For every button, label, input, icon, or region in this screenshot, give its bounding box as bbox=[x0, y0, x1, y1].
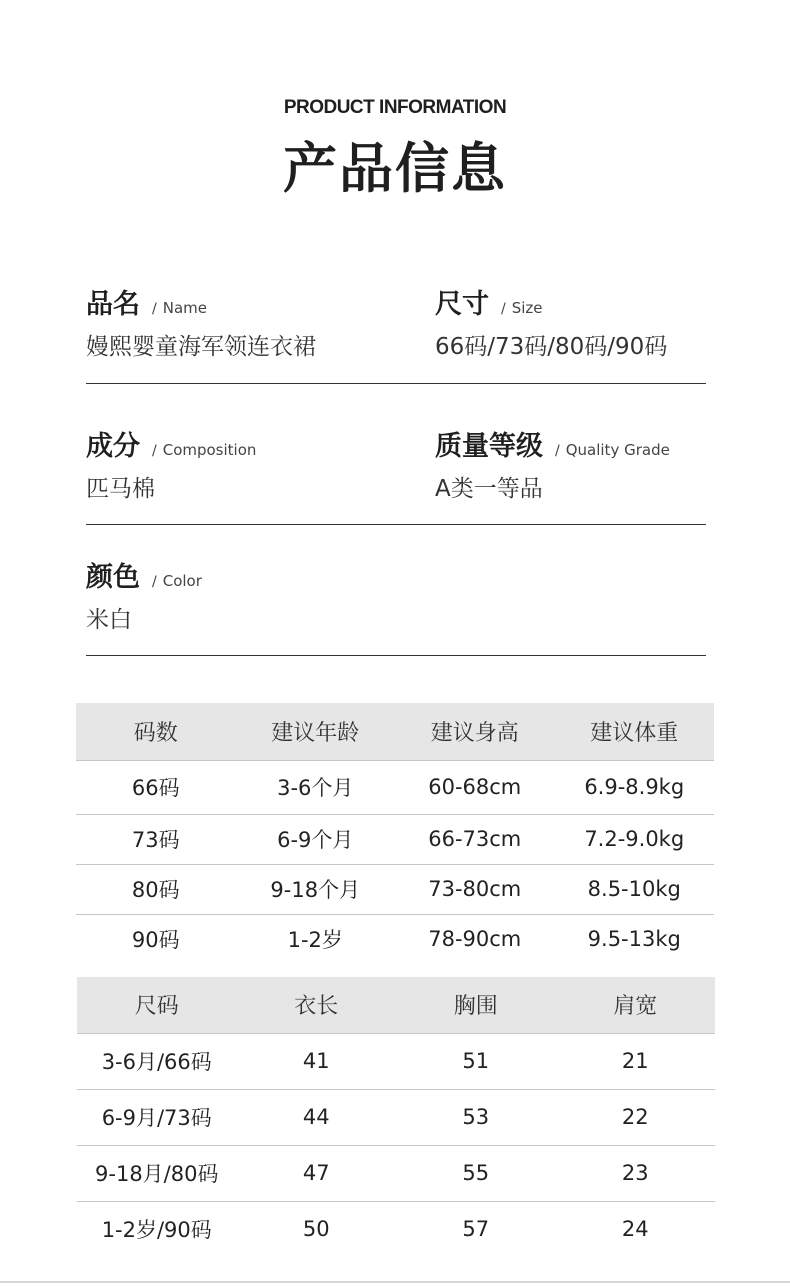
table-row bbox=[76, 864, 714, 914]
table-cell: 3-6月/66码 bbox=[77, 1033, 237, 1089]
table-cell: 60-68cm bbox=[395, 760, 555, 814]
table-row bbox=[77, 1145, 715, 1201]
table-cell: 73-80cm bbox=[395, 864, 555, 914]
field-grade-value: A类一等品 bbox=[435, 476, 543, 502]
table-header-row bbox=[77, 977, 715, 1033]
field-grade-label: 质量等级 bbox=[435, 431, 543, 462]
table-cell: 6-9月/73码 bbox=[77, 1089, 237, 1145]
table-header-cell: 建议身高 bbox=[395, 703, 555, 760]
table-cell: 51 bbox=[396, 1033, 556, 1089]
field-color-value: 米白 bbox=[86, 607, 132, 633]
field-name-separator: / bbox=[152, 301, 157, 317]
page-header bbox=[0, 96, 790, 204]
field-name-value: 嫚熙婴童海军领连衣裙 bbox=[86, 334, 316, 360]
table-row bbox=[76, 814, 714, 864]
field-size-label: 尺寸 bbox=[435, 289, 489, 320]
field-color-english: Color bbox=[162, 572, 202, 590]
field-name-english: Name bbox=[162, 299, 207, 317]
field-size-english: Size bbox=[511, 299, 543, 317]
field-grade-english: Quality Grade bbox=[565, 441, 670, 459]
field-grade bbox=[435, 424, 670, 503]
table-cell: 78-90cm bbox=[428, 927, 522, 952]
field-color bbox=[86, 555, 202, 634]
table-cell: 3-6个月 bbox=[236, 760, 396, 814]
garment-measurement-table bbox=[77, 977, 715, 1257]
table-cell: 9-18个月 bbox=[236, 864, 396, 914]
info-row-color bbox=[86, 525, 706, 656]
page-title: 产品信息 bbox=[283, 137, 507, 200]
field-size-separator: / bbox=[501, 301, 506, 317]
table-cell: 1-2岁/90码 bbox=[101, 1218, 212, 1243]
field-name-label: 品名 bbox=[86, 289, 140, 320]
table-cell: 73码 bbox=[76, 814, 236, 864]
field-color-separator: / bbox=[152, 574, 157, 590]
page-subtitle: PRODUCT INFORMATION bbox=[283, 97, 507, 118]
table-cell: 55 bbox=[396, 1145, 556, 1201]
table-cell: 6.9-8.9kg bbox=[555, 760, 715, 814]
product-info-section bbox=[86, 282, 706, 656]
table-cell: 90码 bbox=[131, 928, 180, 953]
table-cell: 24 bbox=[621, 1217, 649, 1242]
field-composition-value: 匹马棉 bbox=[86, 476, 155, 502]
table-header-cell: 码数 bbox=[76, 703, 236, 760]
table-cell: 9.5-13kg bbox=[587, 927, 681, 952]
field-composition-label: 成分 bbox=[86, 431, 140, 462]
table-cell: 80码 bbox=[76, 864, 236, 914]
table-cell: 66-73cm bbox=[395, 814, 555, 864]
table-header-row bbox=[76, 703, 714, 760]
field-size-value: 66码/73码/80码/90码 bbox=[435, 334, 668, 360]
field-name bbox=[86, 282, 316, 361]
field-composition-english: Composition bbox=[162, 441, 257, 459]
table-row bbox=[76, 760, 714, 814]
table-header-cell: 胸围 bbox=[396, 977, 556, 1033]
table-row bbox=[77, 1089, 715, 1145]
table-cell: 8.5-10kg bbox=[555, 864, 715, 914]
field-color-label: 颜色 bbox=[86, 562, 140, 593]
field-grade-separator: / bbox=[555, 443, 560, 459]
table-cell: 41 bbox=[237, 1033, 397, 1089]
table-cell: 47 bbox=[237, 1145, 397, 1201]
table-cell: 1-2岁 bbox=[287, 928, 343, 953]
field-composition bbox=[86, 424, 256, 503]
table-cell: 23 bbox=[556, 1145, 716, 1201]
table-row bbox=[77, 1201, 715, 1257]
table-cell: 9-18月/80码 bbox=[77, 1145, 237, 1201]
table-header-cell: 建议体重 bbox=[555, 703, 715, 760]
table-cell: 66码 bbox=[76, 760, 236, 814]
field-composition-separator: / bbox=[152, 443, 157, 459]
table-cell: 57 bbox=[462, 1217, 490, 1242]
table-header-cell: 尺码 bbox=[77, 977, 237, 1033]
table-cell: 50 bbox=[302, 1217, 330, 1242]
table-row bbox=[77, 1033, 715, 1089]
table-header-cell: 衣长 bbox=[237, 977, 397, 1033]
field-size bbox=[435, 282, 667, 361]
table-cell: 6-9个月 bbox=[236, 814, 396, 864]
table-cell: 7.2-9.0kg bbox=[555, 814, 715, 864]
size-recommendation-table bbox=[76, 703, 714, 964]
info-row-composition-grade bbox=[86, 384, 706, 525]
info-row-name-size bbox=[86, 282, 706, 384]
table-cell: 21 bbox=[556, 1033, 716, 1089]
table-row bbox=[76, 914, 714, 964]
table-header-cell: 肩宽 bbox=[556, 977, 716, 1033]
table-header-cell: 建议年龄 bbox=[236, 703, 396, 760]
table-cell: 22 bbox=[556, 1089, 716, 1145]
table-cell: 53 bbox=[396, 1089, 556, 1145]
bottom-divider bbox=[0, 1281, 790, 1283]
table-cell: 44 bbox=[237, 1089, 397, 1145]
